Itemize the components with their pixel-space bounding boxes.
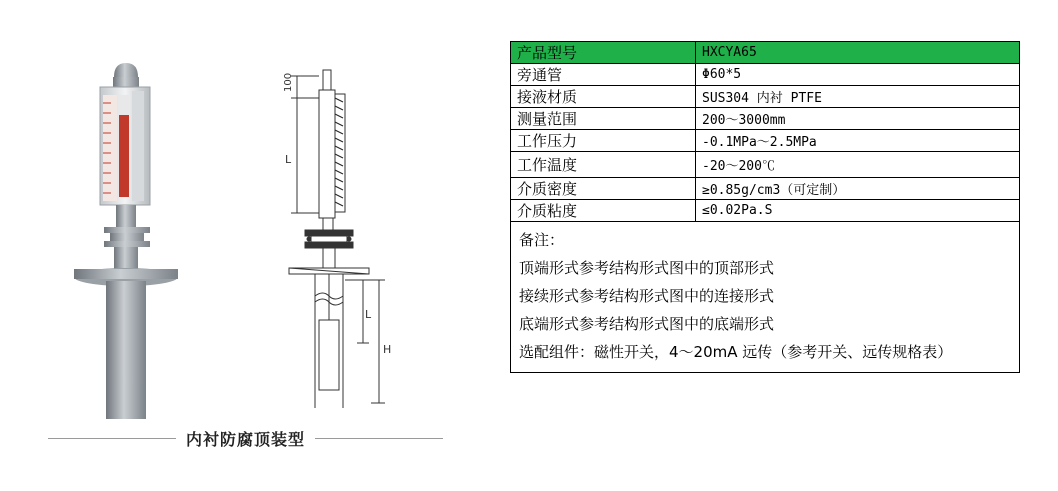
spec-row	[511, 86, 1020, 108]
spec-header-label: 产品型号	[511, 42, 696, 64]
spec-value: -20～200℃	[696, 152, 1020, 178]
dim-top-label: 100	[283, 72, 294, 92]
dim-right-h-label: H	[383, 343, 392, 356]
spec-value: ≥0.85g/cm3（可定制）	[696, 178, 1020, 200]
spec-row	[511, 108, 1020, 130]
spec-value: -0.1MPa～2.5MPa	[696, 130, 1020, 152]
spec-table	[510, 41, 1020, 373]
dimension-drawing	[275, 68, 415, 413]
notes-line: 选配组件：磁性开关，4～20mA 远传（参考开关、远传规格表）	[519, 343, 953, 361]
spec-label: 工作压力	[511, 130, 696, 152]
notes-line: 接续形式参考结构形式图中的连接形式	[519, 287, 775, 305]
spec-value: Φ60*5	[696, 64, 1020, 86]
notes-line: 顶端形式参考结构形式图中的顶部形式	[519, 259, 775, 277]
spec-value: 200～3000mm	[696, 108, 1020, 130]
spec-row	[511, 64, 1020, 86]
spec-label: 旁通管	[511, 64, 696, 86]
dim-left-label: L	[285, 153, 292, 166]
spec-label: 测量范围	[511, 108, 696, 130]
spec-row	[511, 178, 1020, 200]
notes-row	[511, 222, 1020, 373]
spec-header-value: HXCYA65	[696, 42, 1020, 64]
caption-divider-left	[48, 438, 176, 439]
caption-text: 内衬防腐顶装型	[186, 429, 306, 449]
spec-row	[511, 200, 1020, 222]
spec-label: 接液材质	[511, 86, 696, 108]
spec-value: SUS304 内衬 PTFE	[696, 86, 1020, 108]
product-figure	[0, 0, 500, 491]
spec-row	[511, 152, 1020, 178]
spec-value: ≤0.02Pa.S	[696, 200, 1020, 222]
notes-line: 底端形式参考结构形式图中的底端形式	[519, 315, 775, 333]
dim-right-l-label: L	[365, 308, 372, 321]
notes-title: 备注：	[519, 231, 565, 249]
product-photo	[70, 55, 190, 420]
spec-label: 工作温度	[511, 152, 696, 178]
figure-caption	[48, 426, 443, 450]
spec-label: 介质密度	[511, 178, 696, 200]
caption-divider-right	[315, 438, 443, 439]
spec-header-row	[511, 42, 1020, 64]
spec-label: 介质粘度	[511, 200, 696, 222]
notes-cell	[511, 222, 1020, 373]
spec-row	[511, 130, 1020, 152]
